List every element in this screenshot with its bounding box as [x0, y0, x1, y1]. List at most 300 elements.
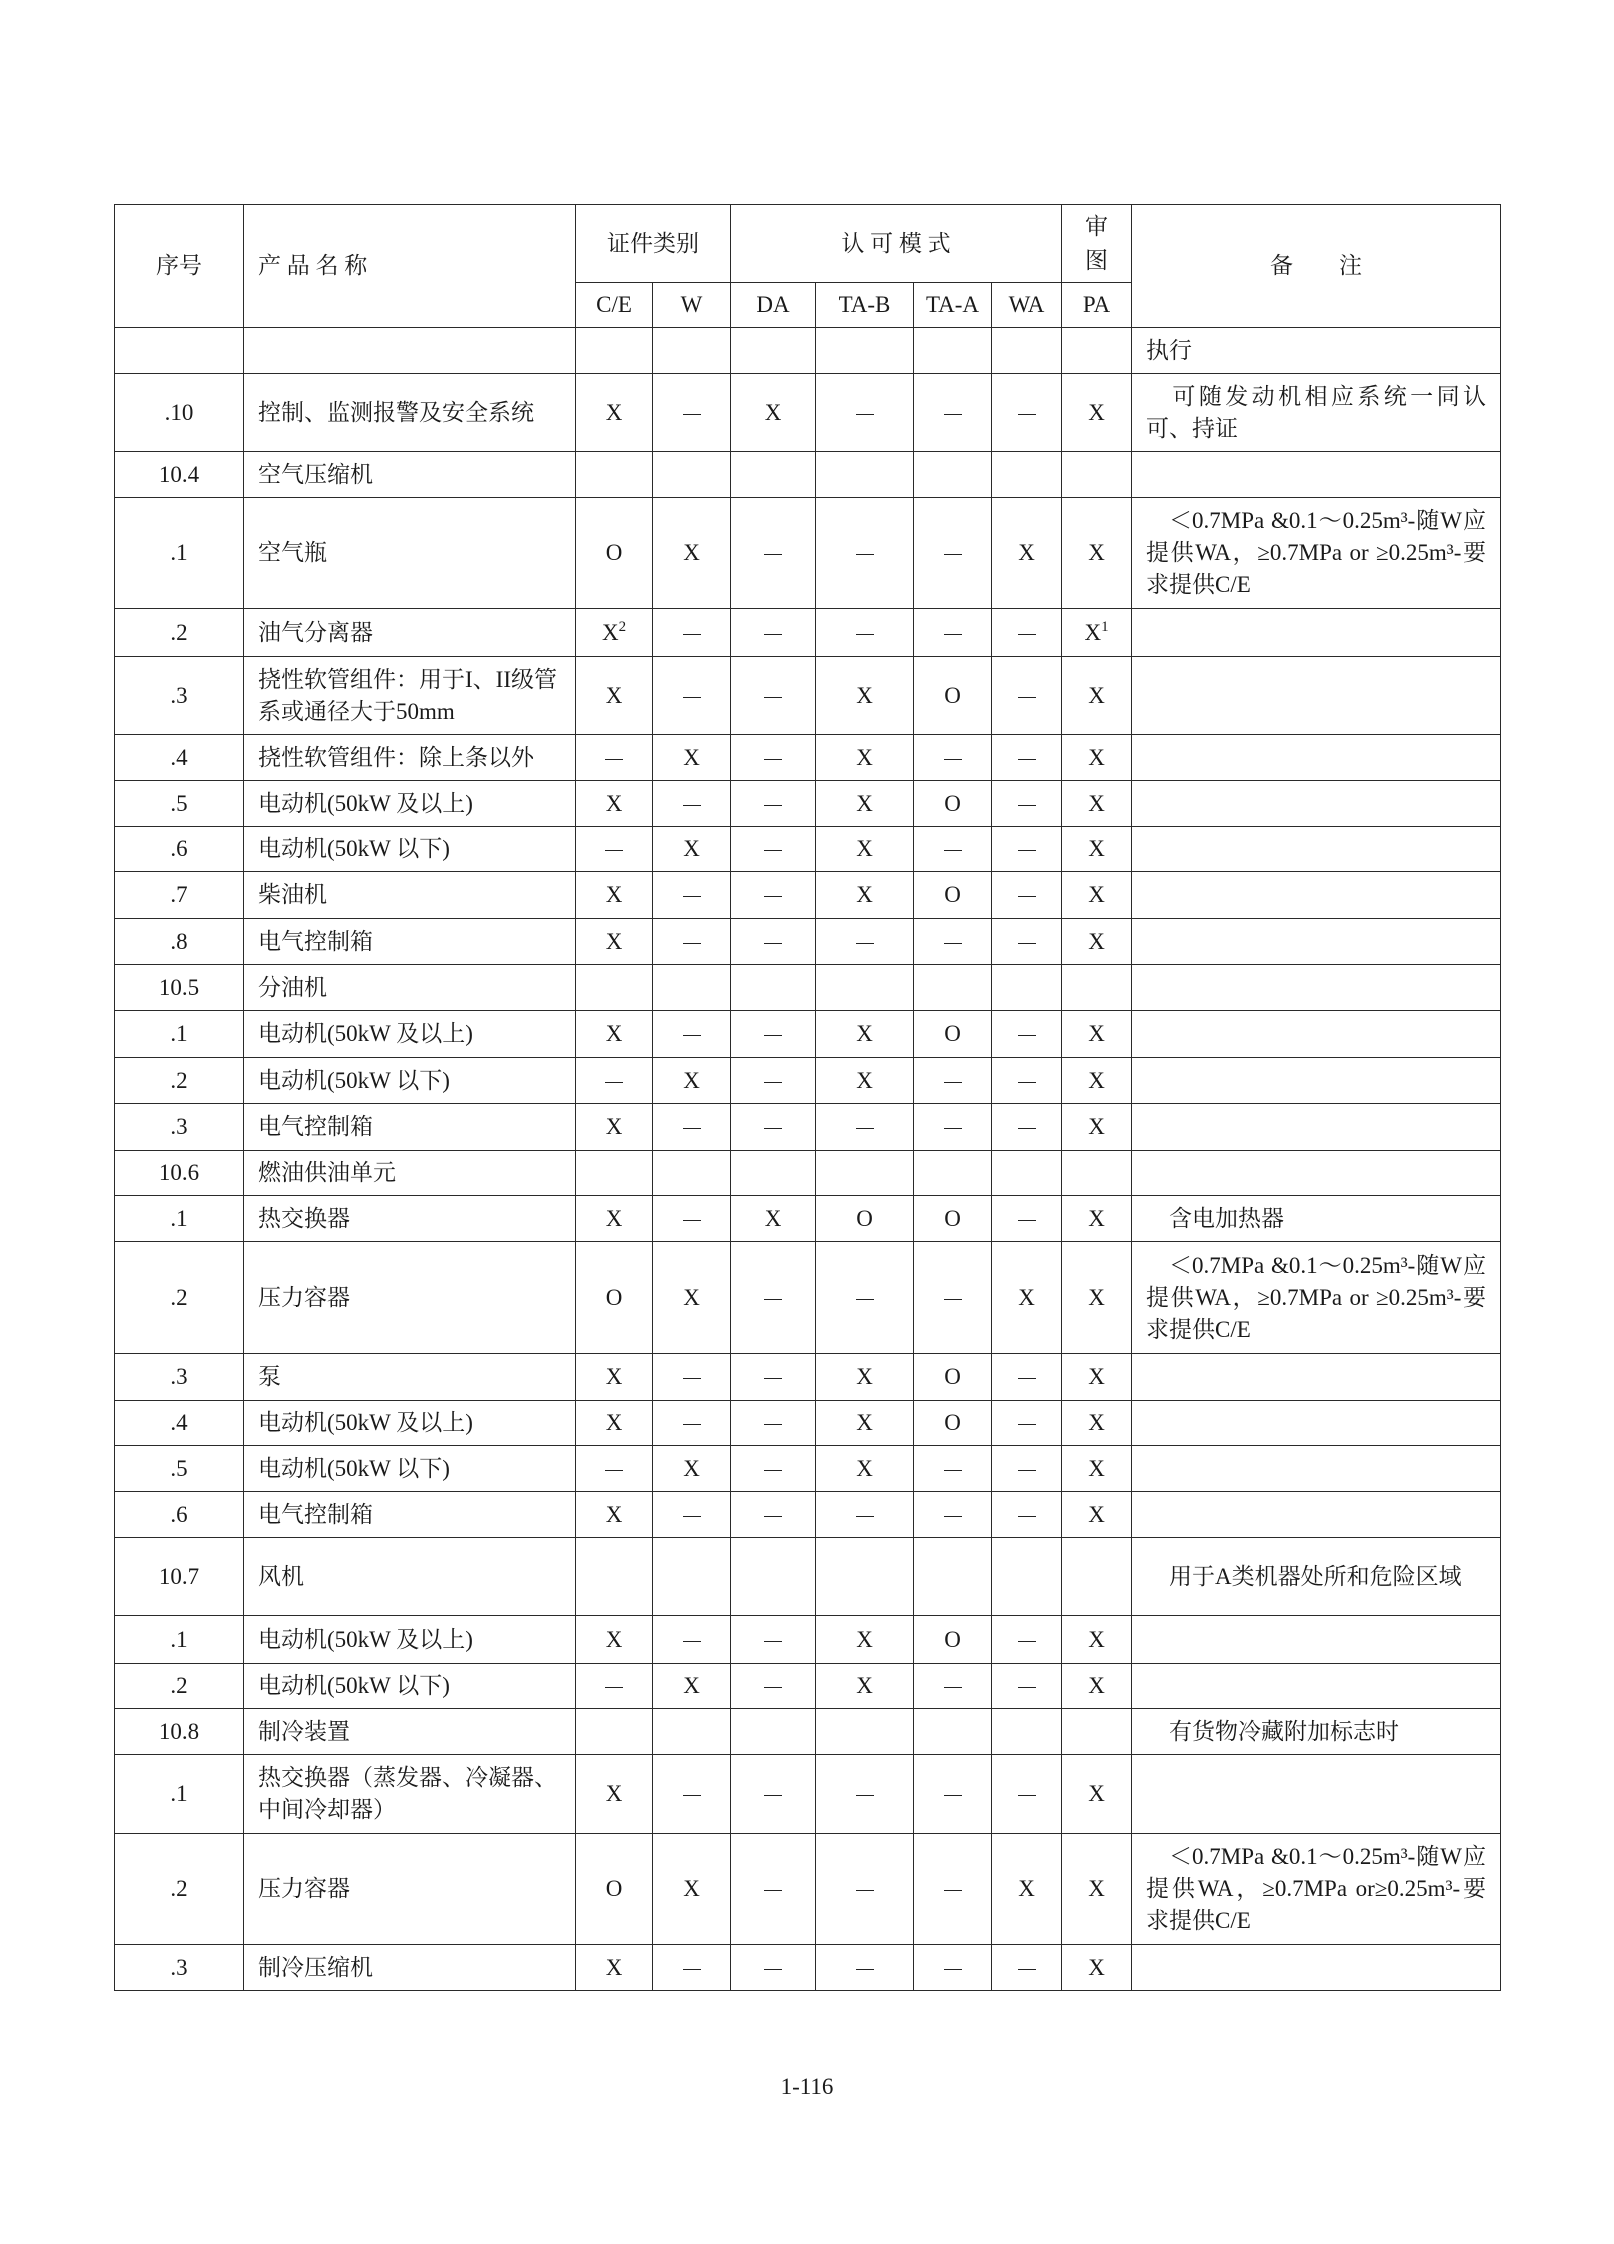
cell-seq: .1: [115, 1011, 244, 1058]
cell-ta-b: [816, 498, 914, 609]
dash-mark: [944, 1795, 962, 1796]
dash-mark: [605, 1687, 623, 1688]
cell-product-name: 电动机(50kW 及以上): [244, 1011, 576, 1058]
cell-ce: X: [576, 1755, 653, 1834]
cell-pa: [1062, 328, 1132, 374]
cell-wa: [992, 1401, 1062, 1446]
cell-da: [731, 1945, 816, 1991]
header-col-wa: WA: [992, 283, 1062, 328]
cell-pa: X: [1062, 1104, 1132, 1151]
table-row: [115, 965, 1501, 1011]
cell-remark: [1132, 1058, 1501, 1104]
header-product-name: 产 品 名 称: [244, 205, 576, 328]
dash-mark: [856, 634, 874, 635]
cell-ta-b: X: [816, 872, 914, 919]
cell-wa: [992, 1446, 1062, 1492]
cell-da: [731, 919, 816, 965]
header-col-pa: PA: [1062, 283, 1132, 328]
cell-ta-b: [816, 919, 914, 965]
dash-mark: [1018, 1516, 1036, 1517]
dash-mark: [1018, 1220, 1036, 1221]
cell-ta-a: O: [914, 781, 992, 827]
dash-mark: [764, 1687, 782, 1688]
cell-remark: ＜0.7MPa &0.1～0.25m³-随W应提供WA，≥0.7MPa or≥0.25m³-要求提供C/E: [1132, 1834, 1501, 1945]
cell-w: [653, 657, 731, 735]
dash-mark: [764, 1516, 782, 1517]
dash-mark: [944, 943, 962, 944]
cell-pa: X: [1062, 1401, 1132, 1446]
dash-mark: [1018, 805, 1036, 806]
cell-ce: X: [576, 1492, 653, 1538]
dash-mark: [1018, 1969, 1036, 1970]
cell-da: [731, 1104, 816, 1151]
dash-mark: [683, 943, 701, 944]
cell-remark: [1132, 1401, 1501, 1446]
cell-seq: .4: [115, 1401, 244, 1446]
dash-mark: [1018, 1378, 1036, 1379]
cell-pa: X: [1062, 1242, 1132, 1354]
cell-ta-a: [914, 1492, 992, 1538]
dash-mark: [856, 414, 874, 415]
cell-ce: X: [576, 657, 653, 735]
table-row: [115, 1945, 1501, 1991]
dash-mark: [1018, 1424, 1036, 1425]
cell-ce: O: [576, 1242, 653, 1354]
cell-ta-a: [914, 328, 992, 374]
cell-wa: [992, 1354, 1062, 1401]
dash-mark: [1018, 414, 1036, 415]
table-header: [115, 205, 1501, 328]
cell-remark: [1132, 657, 1501, 735]
dash-mark: [683, 1378, 701, 1379]
dash-mark: [1018, 1795, 1036, 1796]
dash-mark: [944, 1969, 962, 1970]
dash-mark: [683, 1220, 701, 1221]
dash-mark: [683, 1795, 701, 1796]
cell-product-name: 压力容器: [244, 1242, 576, 1354]
cell-pa: X: [1062, 1664, 1132, 1709]
cell-ta-b: [816, 1755, 914, 1834]
cell-ta-b: X: [816, 1058, 914, 1104]
cell-ta-a: [914, 1664, 992, 1709]
dash-mark: [683, 414, 701, 415]
cell-wa: [992, 919, 1062, 965]
dash-mark: [1018, 697, 1036, 698]
cell-ta-a: [914, 735, 992, 781]
cell-ce: X: [576, 374, 653, 452]
cell-wa: [992, 374, 1062, 452]
cell-ta-b: X: [816, 735, 914, 781]
cell-da: [731, 1834, 816, 1945]
footnote-marker: 1: [1101, 618, 1109, 635]
dash-mark: [764, 850, 782, 851]
cell-remark: [1132, 1755, 1501, 1834]
cell-seq: .2: [115, 1242, 244, 1354]
cell-pa: X: [1062, 735, 1132, 781]
cell-seq: .2: [115, 1058, 244, 1104]
cell-ta-b: [816, 1709, 914, 1755]
dash-mark: [764, 759, 782, 760]
cell-wa: [992, 1538, 1062, 1616]
header-drawing-review-char-1: 审: [1085, 213, 1108, 239]
cell-w: [653, 452, 731, 498]
cell-pa: [1062, 1709, 1132, 1755]
dash-mark: [764, 1299, 782, 1300]
cell-wa: [992, 657, 1062, 735]
header-remarks: 备 注: [1132, 205, 1501, 328]
cell-w: [653, 1616, 731, 1664]
cell-ta-b: [816, 328, 914, 374]
cell-pa: [1062, 965, 1132, 1011]
dash-mark: [683, 1424, 701, 1425]
table-row: [115, 1492, 1501, 1538]
cell-remark: [1132, 1011, 1501, 1058]
cell-ta-b: [816, 452, 914, 498]
cell-remark: [1132, 919, 1501, 965]
cell-ta-b: [816, 1104, 914, 1151]
cell-wa: [992, 735, 1062, 781]
dash-mark: [944, 1687, 962, 1688]
cell-w: [653, 1354, 731, 1401]
dash-mark: [764, 697, 782, 698]
dash-mark: [1018, 1082, 1036, 1083]
cell-pa: X: [1062, 1492, 1132, 1538]
cell-w: [653, 1492, 731, 1538]
dash-mark: [944, 1128, 962, 1129]
cell-ta-a: [914, 1945, 992, 1991]
cell-wa: X: [992, 498, 1062, 609]
cell-w: X: [653, 498, 731, 609]
cell-ta-b: [816, 374, 914, 452]
cell-pa: [1062, 1151, 1132, 1196]
cell-seq: .7: [115, 872, 244, 919]
dash-mark: [856, 1890, 874, 1891]
cell-da: [731, 1354, 816, 1401]
cell-ta-a: [914, 1242, 992, 1354]
cell-ta-b: X: [816, 1616, 914, 1664]
header-drawing-review-char-2: 图: [1085, 247, 1108, 273]
cell-w: [653, 609, 731, 657]
dash-mark: [1018, 1641, 1036, 1642]
cell-ta-a: [914, 609, 992, 657]
cell-remark: 有货物冷藏附加标志时: [1132, 1709, 1501, 1755]
header-col-w: W: [653, 283, 731, 328]
cell-seq: 10.4: [115, 452, 244, 498]
cell-wa: [992, 609, 1062, 657]
dash-mark: [856, 1969, 874, 1970]
table-row: [115, 1242, 1501, 1354]
cell-seq: .3: [115, 657, 244, 735]
cell-pa: X: [1062, 781, 1132, 827]
cell-seq: 10.6: [115, 1151, 244, 1196]
cell-da: [731, 735, 816, 781]
cell-ta-b: X: [816, 1354, 914, 1401]
cell-seq: .4: [115, 735, 244, 781]
table-row: [115, 1664, 1501, 1709]
cell-pa: X: [1062, 827, 1132, 872]
table-row: [115, 1354, 1501, 1401]
cell-w: [653, 1011, 731, 1058]
cell-product-name: 热交换器（蒸发器、冷凝器、中间冷却器）: [244, 1755, 576, 1834]
cell-product-name: 热交换器: [244, 1196, 576, 1242]
cell-ce: O: [576, 1834, 653, 1945]
header-col-ta-a: TA-A: [914, 283, 992, 328]
cell-da: [731, 965, 816, 1011]
cell-ta-a: [914, 1755, 992, 1834]
dash-mark: [764, 1795, 782, 1796]
table-row: [115, 1401, 1501, 1446]
dash-mark: [944, 1082, 962, 1083]
cell-ta-b: [816, 609, 914, 657]
cell-ta-b: [816, 965, 914, 1011]
table-row: [115, 374, 1501, 452]
cell-pa: X: [1062, 657, 1132, 735]
cell-wa: [992, 872, 1062, 919]
dash-mark: [944, 414, 962, 415]
cell-ta-a: O: [914, 657, 992, 735]
cell-product-name: 电动机(50kW 及以上): [244, 781, 576, 827]
cell-product-name: 压力容器: [244, 1834, 576, 1945]
cell-wa: [992, 452, 1062, 498]
cell-ta-b: [816, 1538, 914, 1616]
cell-ta-b: [816, 1151, 914, 1196]
table-row: [115, 609, 1501, 657]
cell-seq: .5: [115, 781, 244, 827]
cell-w: [653, 1196, 731, 1242]
dash-mark: [683, 1516, 701, 1517]
cell-ta-a: O: [914, 1401, 992, 1446]
cell-seq: .1: [115, 1755, 244, 1834]
cell-da: [731, 1492, 816, 1538]
cell-w: [653, 1401, 731, 1446]
cell-ce: [576, 452, 653, 498]
cell-ce: [576, 1058, 653, 1104]
dash-mark: [856, 1795, 874, 1796]
cell-ce: X: [576, 781, 653, 827]
table-row: [115, 1538, 1501, 1616]
dash-mark: [764, 1424, 782, 1425]
cell-da: [731, 1446, 816, 1492]
dash-mark: [764, 1641, 782, 1642]
cell-seq: .2: [115, 609, 244, 657]
cell-remark: [1132, 1945, 1501, 1991]
cell-product-name: [244, 328, 576, 374]
cell-ta-b: X: [816, 1664, 914, 1709]
cell-ta-b: X: [816, 1401, 914, 1446]
dash-mark: [856, 1128, 874, 1129]
cell-ta-b: X: [816, 781, 914, 827]
table-row: [115, 781, 1501, 827]
header-col-ta-b: TA-B: [816, 283, 914, 328]
dash-mark: [683, 1128, 701, 1129]
cell-product-name: 电动机(50kW 以下): [244, 1446, 576, 1492]
dash-mark: [1018, 896, 1036, 897]
dash-mark: [1018, 850, 1036, 851]
cell-ce: X: [576, 1616, 653, 1664]
table-row: [115, 735, 1501, 781]
dash-mark: [944, 1470, 962, 1471]
table-row: [115, 1755, 1501, 1834]
cell-product-name: 电气控制箱: [244, 1104, 576, 1151]
cell-ta-a: O: [914, 872, 992, 919]
cell-pa: X: [1062, 1945, 1132, 1991]
cell-remark: [1132, 872, 1501, 919]
dash-mark: [856, 554, 874, 555]
cell-ta-a: O: [914, 1616, 992, 1664]
cell-pa: X: [1062, 1616, 1132, 1664]
table-row: [115, 919, 1501, 965]
cell-w: X: [653, 1834, 731, 1945]
cell-ce: [576, 1709, 653, 1755]
cell-product-name: 挠性软管组件：用于I、II级管系或通径大于50mm: [244, 657, 576, 735]
cell-da: [731, 1058, 816, 1104]
dash-mark: [944, 759, 962, 760]
dash-mark: [683, 1969, 701, 1970]
header-cert-type: 证件类别: [576, 205, 731, 283]
cell-seq: .1: [115, 1616, 244, 1664]
cell-wa: [992, 1709, 1062, 1755]
cell-w: X: [653, 1664, 731, 1709]
cell-remark: [1132, 827, 1501, 872]
cell-ta-a: [914, 965, 992, 1011]
cell-seq: 10.5: [115, 965, 244, 1011]
header-approval-mode: 认 可 模 式: [731, 205, 1062, 283]
cell-wa: [992, 1151, 1062, 1196]
cell-pa: [1062, 1538, 1132, 1616]
cell-ta-a: O: [914, 1354, 992, 1401]
dash-mark: [856, 943, 874, 944]
cell-wa: [992, 1945, 1062, 1991]
cell-ta-a: [914, 498, 992, 609]
cell-w: [653, 1538, 731, 1616]
table-row: [115, 1446, 1501, 1492]
cell-product-name: 制冷压缩机: [244, 1945, 576, 1991]
cell-da: [731, 498, 816, 609]
cell-remark: ＜0.7MPa &0.1～0.25m³-随W应提供WA，≥0.7MPa or ≥0.25m³-要求提供C/E: [1132, 1242, 1501, 1354]
cell-remark: [1132, 1151, 1501, 1196]
cell-da: [731, 781, 816, 827]
cell-da: [731, 1664, 816, 1709]
header-drawing-review: [1062, 205, 1132, 283]
cell-product-name: 柴油机: [244, 872, 576, 919]
cell-wa: X: [992, 1242, 1062, 1354]
cell-wa: X: [992, 1834, 1062, 1945]
dash-mark: [764, 634, 782, 635]
cell-wa: [992, 827, 1062, 872]
cell-w: [653, 374, 731, 452]
cell-ta-a: [914, 1834, 992, 1945]
cell-remark: [1132, 1354, 1501, 1401]
cell-wa: [992, 1755, 1062, 1834]
dash-mark: [1018, 1128, 1036, 1129]
cell-w: [653, 965, 731, 1011]
dash-mark: [764, 554, 782, 555]
cell-remark: 执行: [1132, 328, 1501, 374]
cell-seq: .6: [115, 827, 244, 872]
dash-mark: [605, 850, 623, 851]
dash-mark: [683, 634, 701, 635]
cell-da: [731, 1616, 816, 1664]
page-number: 1-116: [780, 2074, 834, 2099]
dash-mark: [764, 896, 782, 897]
cell-remark: [1132, 1492, 1501, 1538]
cell-da: [731, 1401, 816, 1446]
dash-mark: [683, 805, 701, 806]
cell-product-name: 电动机(50kW 以下): [244, 1664, 576, 1709]
cell-pa: [1062, 452, 1132, 498]
cell-ce: O: [576, 498, 653, 609]
footnote-marker: 2: [618, 618, 627, 635]
cell-pa: X: [1062, 919, 1132, 965]
cell-wa: [992, 1104, 1062, 1151]
table-row: [115, 1834, 1501, 1945]
dash-mark: [1018, 759, 1036, 760]
dash-mark: [944, 1299, 962, 1300]
cell-wa: [992, 1011, 1062, 1058]
cell-seq: 10.8: [115, 1709, 244, 1755]
cell-product-name: 制冷装置: [244, 1709, 576, 1755]
dash-mark: [1018, 943, 1036, 944]
cell-ta-a: [914, 1446, 992, 1492]
cell-ta-a: [914, 919, 992, 965]
cell-ce: [576, 965, 653, 1011]
dash-mark: [764, 943, 782, 944]
cell-seq: .2: [115, 1664, 244, 1709]
cell-pa: X: [1062, 1011, 1132, 1058]
cell-seq: .2: [115, 1834, 244, 1945]
cell-product-name: 电动机(50kW 以下): [244, 1058, 576, 1104]
cell-product-name: 风机: [244, 1538, 576, 1616]
cell-product-name: 空气压缩机: [244, 452, 576, 498]
cell-remark: [1132, 1104, 1501, 1151]
cell-ta-a: [914, 1104, 992, 1151]
cell-pa: X: [1062, 1834, 1132, 1945]
cell-da: [731, 1538, 816, 1616]
dash-mark: [944, 634, 962, 635]
cell-w: [653, 1709, 731, 1755]
cell-da: [731, 1755, 816, 1834]
table-body: [115, 328, 1501, 1991]
cell-pa: X: [1062, 374, 1132, 452]
cell-wa: [992, 1664, 1062, 1709]
cell-pa: X: [1062, 1755, 1132, 1834]
cell-ta-a: [914, 1058, 992, 1104]
dash-mark: [856, 1516, 874, 1517]
cell-pa: X: [1062, 1196, 1132, 1242]
table-row: [115, 452, 1501, 498]
cell-pa: X: [1062, 1354, 1132, 1401]
cell-product-name: 电气控制箱: [244, 919, 576, 965]
cell-remark: [1132, 1616, 1501, 1664]
cell-product-name: 控制、监测报警及安全系统: [244, 374, 576, 452]
cell-da: [731, 1709, 816, 1755]
cell-product-name: 电动机(50kW 及以上): [244, 1616, 576, 1664]
cell-da: [731, 609, 816, 657]
cell-ta-b: X: [816, 1011, 914, 1058]
cell-w: X: [653, 735, 731, 781]
cell-ta-b: X: [816, 827, 914, 872]
cell-ta-a: [914, 1151, 992, 1196]
cell-product-name: 油气分离器: [244, 609, 576, 657]
cell-product-name: 分油机: [244, 965, 576, 1011]
dash-mark: [764, 1035, 782, 1036]
cell-product-name: 空气瓶: [244, 498, 576, 609]
cell-product-name: 电动机(50kW 以下): [244, 827, 576, 872]
dash-mark: [944, 1890, 962, 1891]
cell-w: X: [653, 1058, 731, 1104]
cell-remark: ＜0.7MPa &0.1～0.25m³-随W应提供WA，≥0.7MPa or ≥0.25m³-要求提供C/E: [1132, 498, 1501, 609]
cell-seq: 10.7: [115, 1538, 244, 1616]
